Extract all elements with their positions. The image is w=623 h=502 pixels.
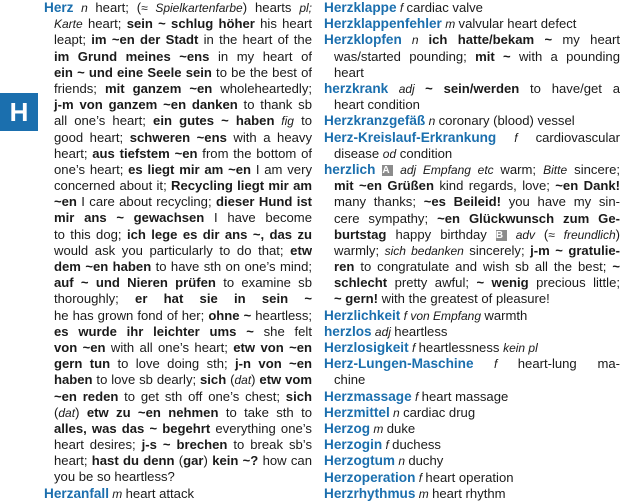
entry-line: [44, 113, 312, 129]
translation-text: heartless;: [251, 307, 312, 323]
entry-line: [44, 178, 312, 194]
translation-text: heart rhythm: [432, 485, 506, 501]
translation-text: many thanks;: [334, 194, 424, 210]
translation-text: to get sth off one’s chest;: [118, 388, 286, 404]
translation-text: to: [301, 113, 312, 129]
entry-line: [324, 194, 620, 210]
entry-line: [44, 275, 312, 291]
entry-line: [324, 227, 620, 243]
translation-text: to break sb’s: [227, 437, 312, 453]
phrase: sein ~ schlug höher: [126, 16, 255, 32]
translation-text: heart operation: [425, 469, 514, 485]
grammar-label: Bitte: [543, 162, 568, 177]
entry-line: [44, 486, 312, 502]
phrase: burtstag: [334, 226, 387, 242]
entry-line: [44, 194, 312, 210]
phrase: ~ wenig: [476, 275, 529, 291]
entry-line: [324, 437, 620, 453]
translation-text: all one’s heart;: [54, 113, 154, 129]
headword: Herzanfall: [44, 485, 109, 501]
phrase: j-n von ~en: [235, 356, 312, 372]
entry-line: [44, 81, 312, 97]
translation-text: everything one’s: [210, 420, 312, 436]
entry-line: [44, 405, 312, 421]
phrase: ~es Beileid!: [423, 194, 501, 210]
entry-line: [324, 486, 620, 502]
phrase: mir ans ~ gewachsen: [54, 210, 205, 226]
phrase: ~ gern!: [334, 291, 379, 307]
headword: Herzmassage: [324, 388, 412, 404]
translation-text: to thank sb: [243, 97, 312, 113]
headword: Herzoperation: [324, 469, 416, 485]
headword: Herzklopfen: [324, 32, 402, 48]
grammar-label: adj Empfang etc: [393, 162, 501, 177]
entry-line: [324, 356, 620, 372]
translation-text: duke: [386, 421, 416, 437]
phrase: ~: [612, 259, 620, 275]
translation-text: heart condition: [334, 97, 420, 113]
entry-line: [44, 146, 312, 162]
translation-text: with a pounding: [510, 48, 620, 64]
translation-text: how can: [258, 453, 312, 469]
entry-line: [44, 421, 312, 437]
translation-text: heart;: [82, 16, 127, 32]
entry-line: [324, 32, 620, 48]
translation-text: I have become: [213, 210, 312, 226]
phrase: ~en: [54, 194, 77, 210]
entry-line: [44, 130, 312, 146]
phrase: dieser Hund ist: [215, 194, 312, 210]
entry-line: [44, 227, 312, 243]
grammar-label: f: [408, 341, 419, 356]
phrase: etw: [290, 242, 312, 258]
grammar-label: m: [108, 486, 126, 501]
translation-text: to examine sb: [223, 275, 312, 291]
phrase: sich: [200, 372, 227, 388]
translation-text: heartlessness: [418, 340, 504, 356]
grammar-label: m: [441, 17, 459, 32]
headword: herzlos: [324, 323, 372, 339]
translation-text: to this dog;: [54, 226, 127, 242]
translation-text: (: [543, 226, 549, 242]
phrase: etw von ~en: [233, 339, 312, 355]
entry-line: [324, 81, 620, 97]
translation-text: duchess: [392, 437, 441, 453]
phrase: sich: [285, 388, 312, 404]
translation-text: from the bottom of: [197, 145, 312, 161]
translation-text: concerned about it;: [54, 178, 172, 194]
headword: herzlich: [324, 161, 376, 177]
entry-line: [324, 243, 620, 259]
grammar-label: dat: [58, 405, 76, 420]
grammar-label: Karte: [54, 17, 83, 32]
headword: Herzlosigkeit: [324, 340, 409, 356]
headword: Herzlichkeit: [324, 307, 401, 323]
translation-text: duchy: [408, 453, 444, 469]
headword: Herzkranzgefäß: [324, 113, 426, 129]
entry-line: [324, 65, 620, 81]
phrase: ohne ~: [208, 307, 252, 323]
translation-text: (: [226, 372, 235, 388]
phrase: von ~en: [54, 339, 106, 355]
entry-line: [44, 49, 312, 65]
headword: Herzklappe: [324, 0, 397, 15]
translation-text: cere sympathy;: [334, 210, 438, 226]
entry-line: [324, 130, 620, 146]
grammar-label: m: [415, 486, 433, 501]
translation-text: was/started pounding;: [334, 48, 476, 64]
phrase: j-s ~ brechen: [141, 437, 228, 453]
entry-line: [44, 437, 312, 453]
entry-line: [324, 49, 620, 65]
translation-text: ): [251, 372, 260, 388]
entry-line: [324, 324, 620, 340]
translation-text: ) hearts: [242, 0, 300, 15]
translation-text: to be the best of: [211, 64, 312, 80]
entry-line: [324, 340, 620, 356]
grammar-label: n: [425, 114, 439, 129]
phrase: ren: [334, 259, 355, 275]
entry-line: [44, 0, 312, 16]
translation-text: ): [615, 226, 620, 242]
entry-line: [44, 65, 312, 81]
translation-text: (: [174, 453, 184, 469]
headword: Herzog: [324, 421, 371, 437]
translation-text: he has grown fond of her;: [54, 307, 209, 323]
translation-text: heart; (: [95, 0, 142, 15]
phrase: ~ sein/werden: [425, 80, 520, 96]
entry-line: [324, 453, 620, 469]
entry-line: [44, 469, 312, 485]
phrase: gern tun: [54, 356, 111, 372]
phrase: ich lege es dir ans ~, das zu: [126, 226, 312, 242]
phrase: im Grund meines ~ens: [54, 48, 210, 64]
phrase: auf ~ und Nieren prüfen: [54, 275, 216, 291]
phrase: es wurde ihr leichter ums ~: [54, 323, 254, 339]
entry-line: [44, 389, 312, 405]
translation-text: heart massage: [421, 388, 509, 404]
grammar-label: f: [396, 1, 407, 15]
entry-line: [44, 210, 312, 226]
grammar-label: adv: [506, 227, 544, 242]
translation-text: to have/get a: [519, 80, 620, 96]
translation-text: to take sth to: [225, 404, 312, 420]
translation-text: sincere;: [567, 161, 620, 177]
entry-line: [44, 356, 312, 372]
translation-text: thoroughly;: [54, 291, 136, 307]
grammar-label: n: [73, 1, 96, 15]
headword: Herzklappenfehler: [324, 16, 442, 32]
translation-text: heartless: [394, 323, 448, 339]
headword: Herzmittel: [324, 404, 390, 420]
phrase: schlecht: [334, 275, 388, 291]
translation-text: ): [203, 453, 213, 469]
grammar-label: od: [382, 146, 397, 161]
translation-text: cardiac valve: [406, 0, 483, 15]
phrase: j-m ~ gratulie-: [530, 242, 620, 258]
grammar-label: fig: [274, 114, 294, 129]
entry-line: [324, 308, 620, 324]
translation-text: one’s heart;: [54, 161, 129, 177]
entry-line: [324, 97, 620, 113]
grammar-label: ≈ freundlich: [548, 227, 616, 242]
entry-line: [44, 97, 312, 113]
grammar-label: n: [401, 33, 429, 48]
phrase: mit ~: [475, 48, 511, 64]
entry-line: [324, 113, 620, 129]
translation-text: cardiovascular: [535, 129, 620, 145]
translation-text: heart: [334, 64, 364, 80]
entry-line: [324, 291, 620, 307]
headword: herzkrank: [324, 80, 389, 96]
entry-line: [324, 146, 620, 162]
phrase: ~en reden: [54, 388, 119, 404]
phrase: ~en Glückwunsch zum Ge-: [437, 210, 620, 226]
entry-line: [44, 453, 312, 469]
headword: Herz: [44, 0, 74, 15]
translation-text: you have my sin-: [500, 194, 620, 210]
translation-text: happy birthday: [386, 226, 496, 242]
phrase: es liegt mir am ~en: [128, 161, 252, 177]
sense-marker: A: [382, 165, 393, 176]
translation-text: to congratulate and wish sb all the best;: [354, 259, 613, 275]
phrase: ich hatte/bekam ~: [428, 32, 553, 48]
phrase: mit ~en Grüßen: [334, 178, 434, 194]
translation-text: wholeheartedly;: [212, 80, 312, 96]
phrase: schweren ~ens: [129, 129, 227, 145]
headword: Herz-Lungen-Maschine: [324, 356, 474, 372]
right-column: [324, 0, 620, 502]
entry-line: [324, 162, 620, 178]
translation-text: warmly;: [334, 242, 385, 258]
phrase: ein gutes ~ haben: [153, 113, 275, 129]
entry-line: [44, 259, 312, 275]
translation-text: heart;: [54, 453, 92, 469]
phrase: etw zu ~en nehmen: [86, 404, 219, 420]
entry-line: [44, 324, 312, 340]
phrase: ein ~ und eine Seele sein: [54, 64, 212, 80]
translation-text: would ask you particularly to do that;: [54, 242, 291, 258]
grammar-label: ≈ Spielkartenfarbe: [141, 1, 243, 15]
grammar-label: kein pl: [503, 341, 538, 356]
entry-line: [324, 178, 620, 194]
grammar-label: f: [473, 357, 518, 372]
phrase: j-m von ganzem ~en danken: [54, 97, 238, 113]
translation-text: my heart: [552, 32, 620, 48]
translation-text: to love sb dearly;: [92, 372, 201, 388]
entry-line: [324, 421, 620, 437]
entry-line: [324, 259, 620, 275]
translation-text: good heart;: [54, 129, 130, 145]
grammar-label: f: [415, 470, 426, 485]
entry-line: [324, 211, 620, 227]
grammar-label: f: [496, 130, 536, 145]
translation-text: precious little;: [528, 275, 620, 291]
phrase: gar: [183, 453, 204, 469]
phrase: im ~en der Stadt: [91, 32, 199, 48]
translation-text: heart desires;: [54, 437, 142, 453]
phrase: dem ~en haben: [54, 259, 152, 274]
translation-text: in the heart of the: [203, 32, 312, 48]
translation-text: ): [75, 404, 87, 420]
grammar-label: f: [411, 389, 422, 404]
entry-line: [44, 291, 312, 307]
translation-text: with all one’s heart;: [105, 339, 234, 355]
translation-text: cardiac drug: [403, 404, 476, 420]
translation-text: you be so heartless?: [54, 469, 175, 485]
grammar-label: adj: [388, 81, 426, 96]
phrase: ~en Dank!: [555, 178, 620, 194]
entry-line: [324, 372, 620, 388]
translation-text: pretty awful;: [387, 275, 477, 291]
translation-text: kind regards, love;: [433, 178, 556, 194]
translation-text: his heart: [254, 16, 312, 32]
headword: Herzrhythmus: [324, 485, 416, 501]
translation-text: friends;: [54, 80, 105, 96]
phrase: etw vom: [259, 372, 312, 388]
translation-text: I care about recycling;: [76, 194, 216, 210]
translation-text: heart attack: [125, 485, 195, 501]
grammar-label: n: [395, 454, 409, 469]
translation-text: valvular heart defect: [458, 16, 577, 32]
grammar-label: f: [382, 438, 393, 453]
phrase: alles, was das ~ begehrt: [54, 420, 211, 436]
translation-text: in my heart of: [217, 48, 312, 64]
entry-line: [44, 16, 312, 32]
translation-text: warm;: [500, 161, 544, 177]
phrase: er hat sie in sein ~: [135, 291, 312, 307]
entry-line: [44, 340, 312, 356]
phrase: Recycling liegt mir am: [171, 178, 312, 194]
phrase: hast du denn: [91, 453, 175, 469]
entry-line: [324, 16, 620, 32]
headword: Herz-Kreislauf-Erkrankung: [324, 129, 497, 145]
translation-text: chine: [334, 372, 366, 388]
entry-line: [324, 405, 620, 421]
phrase: aus tiefstem ~en: [92, 145, 198, 161]
phrase: mit ganzem ~en: [104, 80, 213, 96]
grammar-label: sich bedanken: [384, 243, 464, 258]
translation-text: condition: [396, 145, 453, 161]
translation-text: to love doing sth;: [110, 356, 236, 372]
phrase: kein ~?: [212, 453, 259, 469]
entry-line: [324, 275, 620, 291]
letter-tab: H: [0, 93, 38, 131]
entry-line: [44, 162, 312, 178]
grammar-label: dat: [234, 373, 252, 388]
entry-line: [324, 0, 620, 16]
translation-text: coronary (blood) vessel: [438, 113, 575, 129]
translation-text: (: [54, 404, 59, 420]
grammar-label: m: [370, 422, 387, 437]
left-column: [44, 0, 312, 502]
grammar-label: pl;: [299, 1, 312, 15]
grammar-label: adj: [371, 324, 395, 339]
translation-text: with a heavy: [226, 129, 312, 145]
entry-line: [44, 32, 312, 48]
sense-marker: B: [496, 230, 507, 241]
headword: Herzogtum: [324, 453, 395, 469]
translation-text: disease: [334, 145, 383, 161]
entry-line: [44, 243, 312, 259]
translation-text: [375, 162, 382, 177]
grammar-label: f von Empfang: [400, 308, 485, 323]
headword: Herzogin: [324, 437, 383, 453]
phrase: haben: [54, 372, 93, 388]
translation-text: leapt;: [54, 32, 92, 48]
translation-text: heart-lung ma-: [517, 356, 620, 372]
translation-text: warmth: [484, 307, 528, 323]
translation-text: heart;: [54, 145, 93, 161]
translation-text: she felt: [263, 323, 312, 339]
entry-line: [44, 372, 312, 388]
entry-line: [324, 389, 620, 405]
translation-text: with the greatest of pleasure!: [378, 291, 550, 307]
entry-line: [324, 470, 620, 486]
entry-line: [44, 308, 312, 324]
translation-text: I am very: [251, 161, 312, 177]
translation-text: to have sth on one’s mind;: [151, 259, 312, 274]
translation-text: sincerely;: [463, 242, 531, 258]
grammar-label: n: [389, 405, 404, 420]
